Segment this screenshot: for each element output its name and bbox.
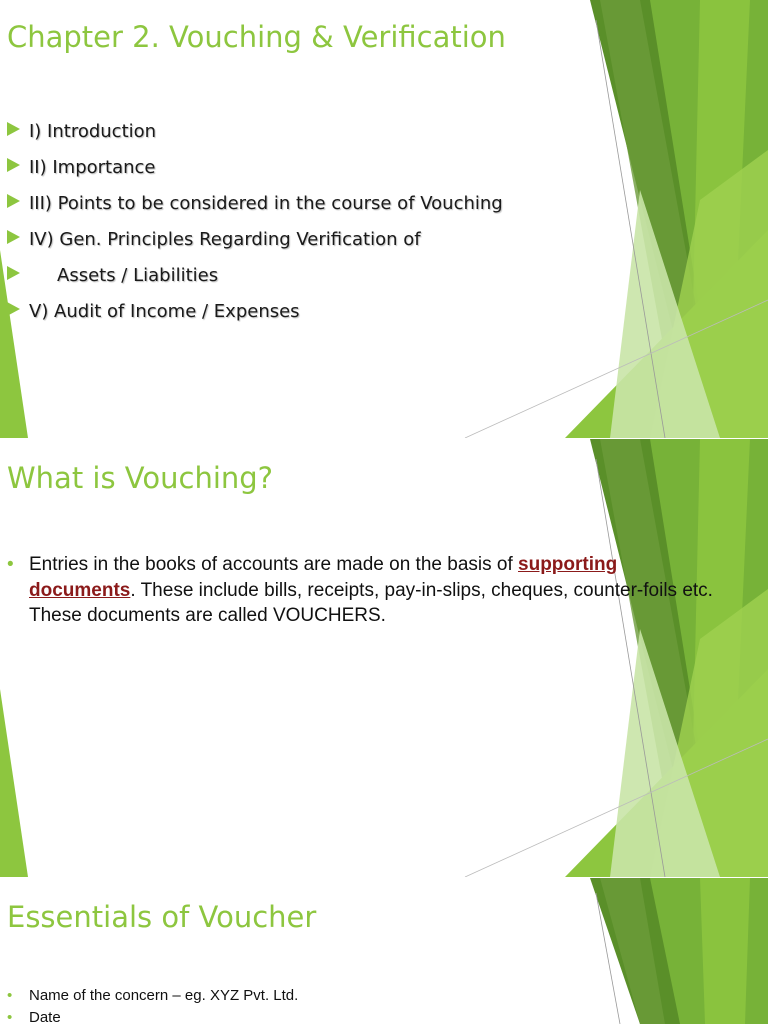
triangle-bullet-icon — [7, 266, 20, 280]
slide-2-decoration — [0, 439, 768, 877]
supporting-documents-link[interactable]: supporting documents — [29, 554, 618, 601]
agenda-list — [7, 118, 503, 334]
agenda-item: IV) Gen. Principles Regarding Verification of — [7, 226, 503, 262]
bullet-icon: • — [7, 987, 13, 1004]
triangle-bullet-icon — [7, 194, 20, 208]
slide-2 — [0, 439, 768, 877]
slide-3-title: Essentials of Voucher — [7, 900, 317, 934]
list-item: • Date — [7, 1007, 298, 1029]
triangle-bullet-icon — [7, 230, 20, 244]
list-item: • Name of the concern – eg. XYZ Pvt. Ltd. — [7, 985, 298, 1007]
agenda-item: V) Audit of Income / Expenses — [7, 298, 503, 334]
voucher-essentials-list — [7, 985, 298, 1029]
triangle-bullet-icon — [7, 158, 20, 172]
vouching-definition: • Entries in the books of accounts are made on the basis of supporting documents. These include bills, receipts, pay-in-slips, cheques, counter-foils etc. These documents are called VOUCHERS. — [7, 554, 713, 626]
triangle-bullet-icon — [7, 122, 20, 136]
agenda-item: Assets / Liabilities — [7, 262, 503, 298]
triangle-bullet-icon — [7, 302, 20, 316]
bullet-icon: • — [7, 1009, 13, 1026]
slide-1-title: Chapter 2. Vouching & Verification — [7, 20, 506, 54]
agenda-item: III) Points to be considered in the course of Vouching — [7, 190, 503, 226]
agenda-item: I) Introduction — [7, 118, 503, 154]
slide-1 — [0, 0, 768, 438]
slide-2-title: What is Vouching? — [7, 461, 274, 495]
agenda-item: II) Importance — [7, 154, 503, 190]
bullet-icon: • — [7, 554, 14, 575]
